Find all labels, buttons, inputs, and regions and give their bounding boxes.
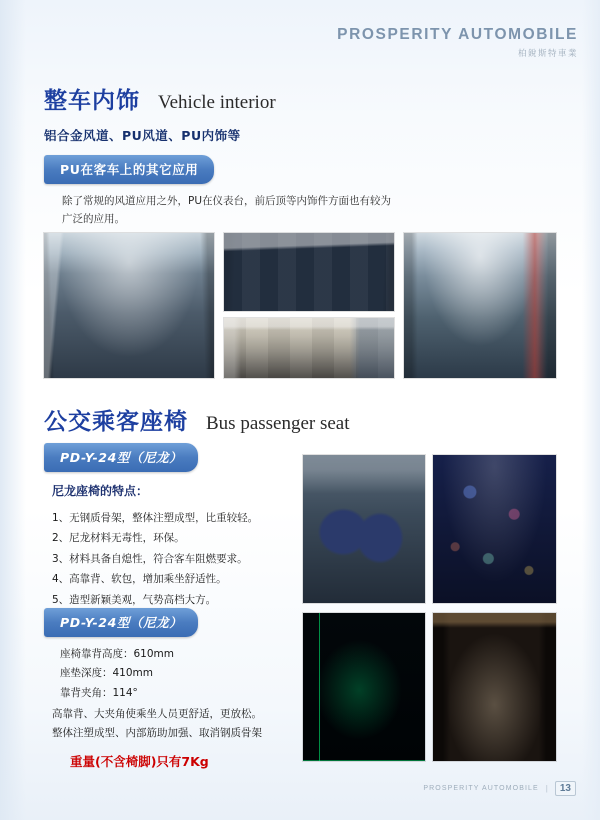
section-seat-title-en: Bus passenger seat: [206, 413, 350, 434]
photo-seat-cad-drawing: [303, 613, 425, 761]
seat-banner-1-wrap: [44, 443, 198, 472]
seat-weight-highlight-wrap: [70, 752, 209, 771]
photo-nylon-seats-pair: [303, 455, 425, 603]
interior-paragraph: 除了常规的风道应用之外，PU在仪表台，前后顶等内饰件方面也有较为广泛的应用。: [62, 195, 392, 226]
seat-banner-nylon-1: PD-Y-24型（尼龙）: [44, 443, 198, 472]
interior-banner: PU在客车上的其它应用: [44, 155, 214, 184]
seat-notes: [52, 705, 302, 743]
seat-note-1: 高靠背、大夹角使乘坐人员更舒适，更放松。: [52, 708, 262, 720]
list-item: 座垫深度：410mm: [60, 667, 153, 680]
photo-bus-interior-aisle: [44, 233, 214, 378]
page-number: 13: [555, 781, 576, 796]
seat-features: [52, 482, 297, 610]
section-interior-subtitle: 铝合金风道、PU风道、PU内饰等: [44, 128, 241, 143]
seat-banner-nylon-2: PD-Y-24型（尼龙）: [44, 608, 198, 637]
list-item: 4、高靠背、软包，增加乘坐舒适性。: [52, 573, 227, 586]
seat-spec-list: [60, 645, 290, 703]
photo-seat-back-cover-fabric: [433, 455, 556, 603]
section-bus-seat: [44, 403, 350, 436]
list-item: 靠背夹角：114°: [60, 686, 138, 699]
section-seat-title-cn: 公交乘客座椅: [44, 409, 188, 435]
list-item: 座椅靠背高度：610mm: [60, 648, 174, 660]
photo-ceiling-air-duct-top: [224, 233, 394, 311]
brand-name-cn: 柏銳斯特車業: [517, 48, 578, 58]
list-item: 2、尼龙材料无毒性，环保。: [52, 532, 185, 545]
seat-specs: [60, 645, 290, 703]
section-interior-title-row: [44, 82, 276, 115]
section-interior-title-cn: 整车内饰: [44, 88, 140, 114]
page-footer: [423, 781, 576, 796]
brand-header: [337, 26, 578, 59]
photo-ceiling-air-duct-lower: [224, 318, 394, 378]
seat-banner-2-wrap: [44, 608, 198, 637]
section-vehicle-interior: [44, 82, 276, 144]
seat-weight-highlight: 重量(不含椅脚)只有7Kg: [70, 754, 209, 769]
list-item: 5、造型新颖美观，气势高档大方。: [52, 593, 217, 606]
footer-brand: PROSPERITY AUTOMOBILE: [423, 785, 539, 792]
seat-note-2: 整体注塑成型、内部筋助加强、取消钢质骨架: [52, 726, 262, 739]
brand-name-en: PROSPERITY AUTOMOBILE: [337, 26, 578, 43]
section-seat-title-row: [44, 403, 350, 436]
seat-features-title: 尼龙座椅的特点：: [52, 484, 149, 498]
interior-banner-wrap: [44, 155, 214, 184]
seat-features-list: [52, 508, 297, 610]
photo-seat-frame-mold: [433, 613, 556, 761]
list-item: 1、无钢质骨架，整体注塑成型，比重较轻。: [52, 512, 259, 524]
section-interior-title-en: Vehicle interior: [158, 92, 276, 113]
photo-bus-interior-front: [404, 233, 556, 378]
footer-separator: |: [545, 784, 548, 793]
list-item: 3、材料具备自熄性，符合客车阻燃要求。: [52, 552, 248, 565]
